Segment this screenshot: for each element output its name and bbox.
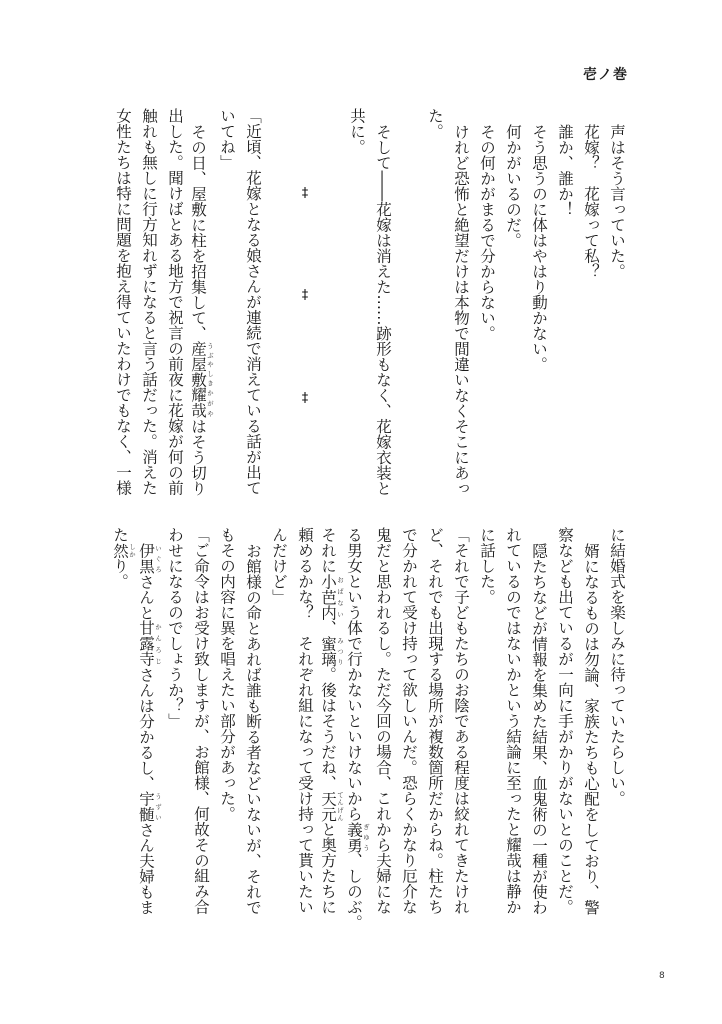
text-segment: 隠たちなどが情報を集めた結果、血鬼術の一種が使わ: [530, 542, 548, 915]
text-segment: た: [111, 527, 129, 543]
ruby-reading: うずい: [154, 790, 162, 822]
text-segment: 触れも無しに行方知れずになると言う話だった。消えた: [140, 108, 158, 496]
text-block-lower: [110, 527, 630, 930]
ruby-word: [189, 340, 214, 388]
text-line: [422, 108, 448, 508]
ruby-reading: かんろじ: [154, 620, 162, 667]
ruby-base: 耀哉: [189, 387, 207, 418]
ruby-reading: ぎゆう: [362, 821, 370, 853]
text-line: [474, 108, 500, 508]
ruby-reading: いぐろ: [154, 542, 162, 574]
scene-break: [292, 108, 318, 508]
text-line: [604, 108, 630, 508]
text-line: [578, 108, 604, 508]
text-line: [552, 108, 578, 508]
text-line: [188, 527, 214, 927]
text-segment: けれど恐怖と絶望だけは本物で間違いなくそこにあっ: [452, 123, 470, 496]
text-segment: 誰か、誰か！: [556, 123, 574, 217]
text-line: [344, 527, 370, 930]
ruby-word: [345, 821, 370, 853]
text-segment: 頼めるかな？ それぞれ組になって受け持って貰いたい: [296, 527, 314, 915]
ruby-word: [111, 542, 136, 559]
text-line: [526, 108, 552, 508]
text-segment: はそう切り: [189, 418, 207, 496]
text-segment: た。: [426, 108, 444, 139]
text-line: [188, 108, 214, 508]
ruby-word: [137, 790, 162, 822]
text-segment: 「近頃、花嫁となる娘さんが連続で消えている話が出て: [244, 108, 262, 496]
text-line: [526, 527, 552, 927]
text-line: [240, 527, 266, 927]
text-segment: その日、屋敷に柱を招集して、: [189, 123, 207, 341]
text-line: [214, 527, 240, 927]
text-segment: いてね」: [218, 108, 236, 170]
text-segment: 共に。: [348, 108, 366, 155]
scene-break-mark: ‡: [301, 391, 309, 406]
text-line: [500, 108, 526, 508]
text-line: [266, 527, 292, 927]
text-segment: 察なども出ているが一向に手がかりがないとのことだ。: [556, 527, 574, 915]
text-block-upper: [110, 108, 630, 508]
text-segment: 何かがいるのだ。: [504, 123, 522, 248]
chapter-header: 壱ノ巻: [583, 67, 628, 83]
text-segment: その何かがまるで分からない。: [478, 123, 496, 341]
text-segment: 鬼だと思われるし。ただ今回の場合、これから夫婦にな: [374, 527, 392, 915]
text-segment: と奥方たちに: [319, 821, 337, 915]
text-line: [474, 527, 500, 927]
text-segment: それに: [319, 527, 337, 574]
text-segment: 「それで子どもたちのお陰である程度は絞れてきたけれ: [452, 527, 470, 915]
text-line: [110, 108, 136, 508]
text-line: [604, 527, 630, 927]
text-line: [136, 527, 162, 927]
scene-break-mark: ‡: [301, 186, 309, 201]
text-line: [318, 527, 344, 927]
text-line: [578, 527, 604, 927]
text-segment: そう思うのに体はやはり動かない。: [530, 123, 548, 372]
text-line: [162, 108, 188, 508]
text-segment: もその内容に異を唱えたい部分があった。: [218, 527, 236, 822]
text-segment: に結婚式を楽しみに待っていたらしい。: [608, 527, 626, 806]
text-segment: ど、それでも出現する場所が複数箇所だからね。柱たち: [426, 527, 444, 915]
text-segment: り。: [111, 558, 129, 589]
ruby-base: 蜜璃: [319, 635, 337, 667]
ruby-reading: おばない: [336, 573, 344, 620]
text-segment: 「ご命令はお受け致しますが、お館様、何故その組み合: [192, 527, 210, 915]
text-segment: に話した。: [478, 527, 496, 605]
text-line: [162, 527, 188, 927]
ruby-reading: みつり: [336, 635, 344, 667]
blank-line: [396, 108, 422, 508]
text-line: [136, 108, 162, 508]
text-segment: そして――花嫁は消えた……跡形もなく、花嫁衣装と: [374, 123, 392, 496]
ruby-reading: かがや: [206, 387, 214, 418]
text-line: [552, 527, 578, 927]
blank-line: [318, 108, 344, 508]
text-segment: お館様の命とあれば誰も断る者などいないが、それで: [244, 542, 262, 915]
ruby-word: [137, 542, 162, 574]
text-segment: 声はそう言っていた。: [608, 123, 626, 279]
ruby-word: [189, 387, 214, 418]
text-segment: で分かれて受け持って欲しいんだ。恐らくかなり厄介な: [400, 527, 418, 915]
blank-line: [266, 108, 292, 508]
ruby-reading: うぶやしき: [206, 340, 214, 387]
text-line: [292, 527, 318, 927]
text-line: [370, 527, 396, 927]
ruby-word: [137, 620, 162, 667]
ruby-base: 天元: [319, 790, 337, 822]
ruby-base: 義勇: [345, 821, 363, 853]
text-segment: 花嫁？ 花嫁って私？: [582, 123, 600, 279]
text-segment: さん夫婦もま: [137, 821, 155, 915]
ruby-reading: しか: [128, 542, 136, 558]
text-segment: 、: [319, 620, 337, 636]
text-line: [500, 527, 526, 927]
text-line: [240, 108, 266, 508]
text-line: [370, 108, 396, 508]
text-line: [448, 108, 474, 508]
ruby-base: 産屋敷: [189, 340, 207, 387]
text-line: [422, 527, 448, 927]
text-segment: れているのではないかという結論に至ったと耀哉は静か: [504, 527, 522, 915]
text-line: [396, 527, 422, 927]
ruby-word: [319, 635, 344, 667]
ruby-word: [319, 573, 344, 621]
ruby-base: 小芭内: [319, 573, 337, 620]
text-segment: 出した。聞けばとある地方で祝言の前夜に花嫁が何の前: [166, 108, 184, 496]
page-number: 8: [659, 971, 665, 981]
text-segment: 。後はそうだね、: [319, 666, 337, 791]
text-line: [214, 108, 240, 508]
text-segment: さんと: [137, 573, 155, 620]
scene-break-mark: ‡: [301, 288, 309, 303]
text-segment: 、しのぶ。: [345, 852, 363, 930]
text-segment: んだけど」: [270, 527, 288, 605]
ruby-word: [319, 790, 344, 822]
ruby-base: 宇髄: [137, 790, 155, 822]
text-line: [344, 108, 370, 508]
text-line: [448, 527, 474, 927]
text-segment: る男女という体で行かないといけないから: [345, 527, 363, 822]
text-segment: 女性たちは特に問題を抱え得ていたわけでもなく、一様: [114, 108, 132, 496]
text-segment: 婿になるものは勿論、家族たちも心配をしており、警: [582, 542, 600, 915]
ruby-base: 然: [111, 542, 129, 558]
ruby-base: 甘露寺: [137, 620, 155, 667]
text-segment: さんは分かるし、: [137, 666, 155, 791]
text-segment: わせになるのでしょうか？」: [166, 527, 184, 729]
ruby-base: 伊黒: [137, 542, 155, 574]
ruby-reading: てんげん: [336, 790, 344, 822]
